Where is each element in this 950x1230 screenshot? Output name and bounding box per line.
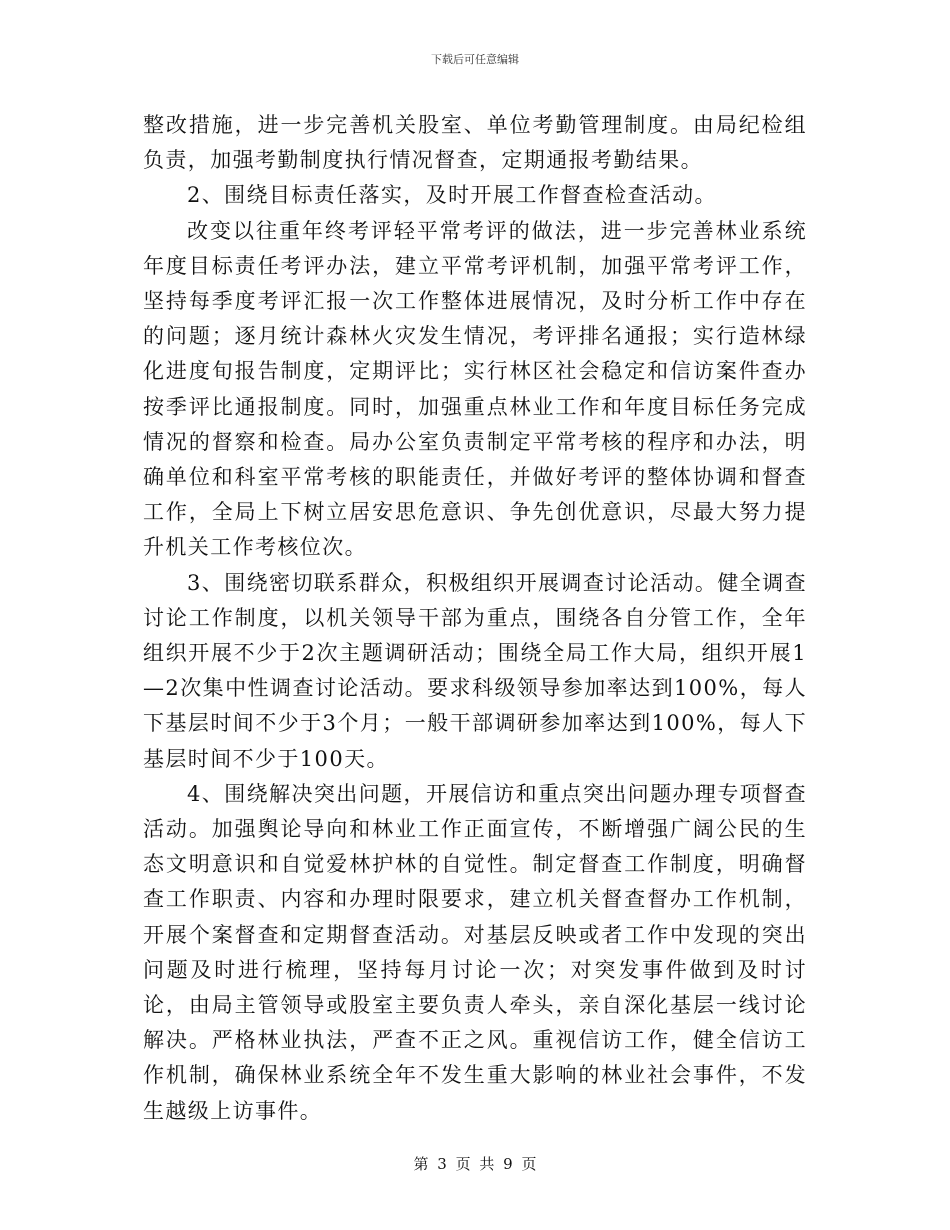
paragraph-5: 4、围绕解决突出问题，开展信访和重点突出问题办理专项督查活动。加强舆论导向和林业工作正面宣传，不断增强广阔公民的生态文明意识和自觉爱林护林的自觉性。制定督查工作制度，明确督查工作职责、内容和办理时限要求，建立机关督查督办工作机制，开展个案督查和定期督查活动。对基层反映或者工作中发现的突出问题及时进行梳理，坚持每月讨论一次；对突发事件做到及时讨论，由局主管领导或股室主要负责人牵头，亲自深化基层一线讨论解决。严格林业执法，严查不正之风。重视信访工作，健全信访工作机制，确保林业系统全年不发生重大影响的林业社会事件，不发生越级上访事件。	[143, 781, 807, 1123]
page-header: 下载后可任意编辑	[431, 53, 519, 66]
page-number-footer: 第 3 页 共 9 页	[413, 1155, 537, 1173]
paragraph-3: 改变以往重年终考评轻平常考评的做法，进一步完善林业系统年度目标责任考评办法，建立平常考评机制，加强平常考评工作，坚持每季度考评汇报一次工作整体进展情况，及时分析工作中存在的问题；逐月统计森林火灾发生情况，考评排名通报；实行造林绿化进度旬报告制度，定期评比；实行林区社会稳定和信访案件查办按季评比通报制度。同时，加强重点林业工作和年度目标任务完成情况的督察和检查。局办公室负责制定平常考核的程序和办法，明确单位和科室平常考核的职能责任，并做好考评的整体协调和督查工作，全局上下树立居安思危意识、争先创优意识，尽最大努力提升机关工作考核位次。	[143, 218, 807, 560]
paragraph-4: 3、围绕密切联系群众，积极组织开展调查讨论活动。健全调查讨论工作制度，以机关领导干部为重点，围绕各自分管工作，全年组织开展不少于2次主题调研活动；围绕全局工作大局，组织开展1—2次集中性调查讨论活动。要求科级领导参加率达到100%，每人下基层时间不少于3个月；一般干部调研参加率达到100%，每人下基层时间不少于100天。	[143, 570, 807, 771]
paragraph-1: 整改措施，进一步完善机关股室、单位考勤管理制度。由局纪检组负责，加强考勤制度执行情况督查，定期通报考勤结果。	[143, 113, 807, 173]
paragraph-2-heading: 2、围绕目标责任落实，及时开展工作督查检查活动。	[187, 183, 717, 208]
document-body	[143, 108, 807, 1129]
